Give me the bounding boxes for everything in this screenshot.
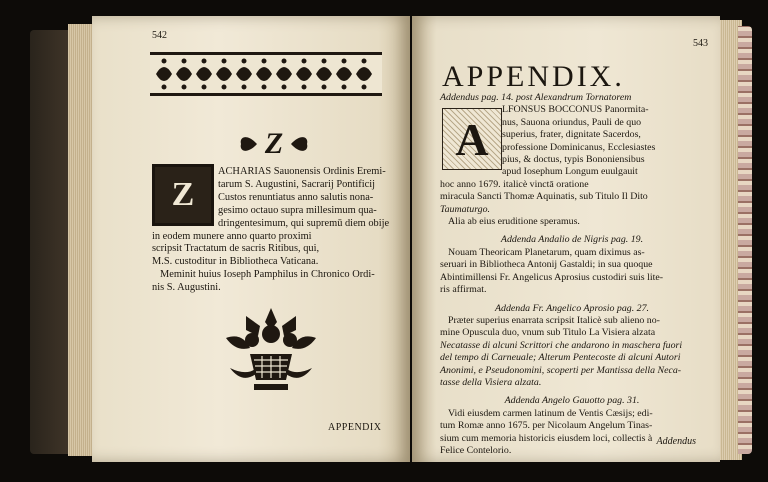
open-book	[10, 6, 760, 476]
text-line: Taumaturgo.	[440, 203, 491, 215]
text-line: del tempo di Carneuale; Alterum Pentecoste di alcuni Autori	[440, 352, 681, 364]
fleuron-left-icon	[237, 131, 259, 157]
text-line: gesimo octauo supra millesimum qua-	[218, 204, 377, 216]
right-page	[412, 16, 720, 462]
text-line: tum Romæ anno 1675. per Nicolaum Angelum Tinas-	[440, 420, 653, 432]
section-letter: Z	[264, 127, 284, 160]
text-line: Præter superius enarrata scripsit Italicè sub alieno no-	[448, 314, 660, 326]
entry-intro: Addendus pag. 14. post Alexandrum Tornatorem	[440, 92, 632, 103]
text-line: LFONSUS BOCCONUS Panormita-	[502, 104, 649, 116]
text-line: ACHARIAS Sauonensis Ordinis Eremi-	[218, 166, 386, 177]
right-catchword: Addendus	[656, 436, 696, 447]
left-entry-text	[152, 166, 390, 295]
text-line: sium cum memoria historicis eiusdem loci, collectis à	[440, 432, 653, 444]
section-heading: Addenda Angelo Gauotto pag. 31.	[504, 395, 640, 407]
text-line: ris affirmat.	[440, 284, 487, 296]
flower-basket-vignette	[216, 298, 326, 398]
section-heading: Addenda Fr. Angelico Aprosio pag. 27.	[495, 302, 649, 314]
text-line: Meminit huius Ioseph Pamphilus in Chronico Ordi-	[160, 269, 375, 281]
drop-cap-z: Z	[152, 164, 214, 226]
decorative-band-ornament	[150, 52, 382, 96]
text-line: professione Dominicanus, Ecclesiastes	[502, 141, 656, 153]
text-line: Custos renuntiatus anno salutis nona-	[218, 191, 374, 203]
text-line: Abintimillensi Fr. Angelicus Aprosius custodiri suis lite-	[440, 271, 664, 283]
left-page-number: 542	[152, 30, 167, 41]
right-page-number: 543	[693, 38, 708, 49]
text-line: Necatasse di alcuni Scrittori che andarono in maschera fuori	[440, 339, 683, 351]
text-line: Anonimi, e Pseudonomini, scoperti per Mantissa della Neca-	[440, 364, 682, 376]
text-line: hoc anno 1679. italicè vinctā oratione	[440, 178, 589, 190]
right-entry-text	[440, 92, 704, 457]
text-line: tarum S. Augustini, Sacrarij Pontificij	[218, 178, 376, 190]
text-line: nis S. Augustini.	[152, 282, 221, 294]
left-page	[92, 16, 410, 462]
text-line: apud Iosephum Longum euulgauit	[502, 166, 638, 178]
appendix-title: APPENDIX.	[442, 60, 625, 93]
right-marbled-cover	[738, 26, 752, 454]
text-line: Vidi eiusdem carmen latinum de Ventis Cæsijs; edi-	[448, 407, 653, 419]
left-catchword: APPENDIX	[328, 422, 382, 433]
text-line: tasse della Visiera alzata.	[440, 376, 542, 388]
text-line: scripsit Tractatum de sacris Ritibus, qui,	[152, 243, 320, 255]
text-line: Felice Contelorio.	[440, 444, 512, 456]
text-line: in eodem munere anno quarto proximi	[152, 230, 312, 242]
text-line: superius, frater, dignitate Sacerdos,	[502, 129, 641, 141]
text-line: seruari in Bibliotheca Antonij Gastaldi; in sua quoque	[440, 259, 653, 271]
text-line: mine Opuscula duo, vnum sub Titulo La Visiera alzata	[440, 327, 656, 339]
text-line: miracula Sancti Thomæ Aquinatis, sub Titulo Il Dito	[440, 191, 648, 203]
text-line: Nouam Theoricam Planetarum, quam diximus as-	[448, 246, 645, 258]
section-heading: Addenda Andalio de Nigris pag. 19.	[500, 234, 644, 246]
fleuron-right-icon	[289, 131, 311, 157]
text-line: Alia ab eius eruditione speramus.	[448, 216, 580, 228]
text-line: nus, Sauona oriundus, Pauli de quo	[502, 116, 642, 128]
drop-cap-a: A	[442, 108, 502, 170]
text-line: M.S. custoditur in Bibliotheca Vaticana.	[152, 256, 319, 268]
text-line: dringentesimum, qui supremū diem obije	[218, 217, 390, 229]
section-letter-heading	[224, 124, 324, 164]
text-line: pius, & doctus, typis Bononiensibus	[502, 154, 645, 166]
